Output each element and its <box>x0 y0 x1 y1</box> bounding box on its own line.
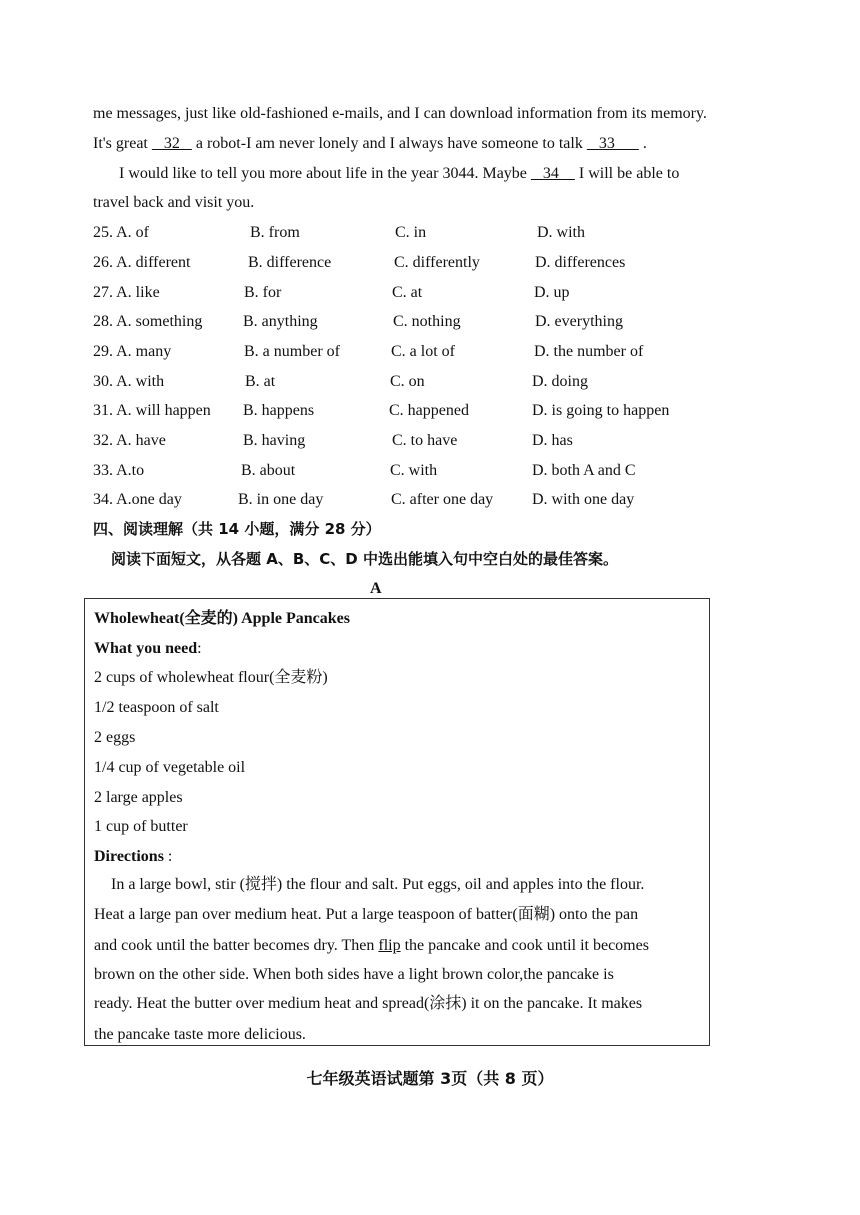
option-b: B. happens <box>243 402 315 419</box>
option-a: 25. A. of <box>93 224 149 241</box>
ingredient-item: 1/4 cup of vegetable oil <box>94 759 246 776</box>
section-question-count: 14 <box>218 520 240 538</box>
ingredient-item: 2 eggs <box>94 729 136 746</box>
option-d: D. up <box>534 284 570 301</box>
passage-label: A <box>370 580 382 597</box>
ingredients-label: What you need <box>94 640 198 657</box>
section-title-text: 四、阅读理解（共 <box>93 520 219 538</box>
directions-text: the pancake and cook until it becomes <box>400 937 649 954</box>
ingredients-colon: : <box>197 640 202 657</box>
section-title-text: 分） <box>345 520 381 538</box>
option-d: D. differences <box>535 254 626 271</box>
passage-text: . <box>642 135 647 152</box>
directions-text: and cook until the batter becomes dry. Then <box>94 937 379 954</box>
ingredient-item: 1 cup of butter <box>94 818 188 835</box>
passage-text: I will be able to <box>574 165 680 182</box>
option-a: 31. A. will happen <box>93 402 211 419</box>
option-b: B. from <box>250 224 300 241</box>
option-b: B. having <box>243 432 306 449</box>
passage-line-4: travel back and visit you. <box>93 194 255 211</box>
passage-line-3 <box>119 164 679 184</box>
ingredient-item: 1/2 teaspoon of salt <box>94 699 219 716</box>
option-c: C. with <box>390 462 438 479</box>
option-a: 32. A. have <box>93 432 166 449</box>
directions-line: the pancake taste more delicious. <box>94 1026 306 1043</box>
recipe-title: Wholewheat(全麦的) Apple Pancakes <box>94 610 351 627</box>
underlined-word-flip: flip <box>378 937 401 954</box>
option-b: B. in one day <box>238 491 324 508</box>
option-d: D. with <box>537 224 585 241</box>
option-d: D. has <box>532 432 573 449</box>
option-d: D. is going to happen <box>532 402 670 419</box>
directions-line: In a large bowl, stir (搅拌) the flour and salt. Put eggs, oil and apples into the flour. <box>111 876 645 893</box>
option-c: C. at <box>392 284 423 301</box>
blank-32: 32 <box>151 135 192 152</box>
blank-33: 33 <box>586 135 639 152</box>
option-a: 28. A. something <box>93 313 203 330</box>
option-b: B. anything <box>243 313 318 330</box>
directions-line: brown on the other side. When both sides have a light brown color,the pancake is <box>94 966 614 983</box>
option-d: D. everything <box>535 313 623 330</box>
option-a: 26. A. different <box>93 254 191 271</box>
option-d: D. the number of <box>534 343 644 360</box>
option-a: 27. A. like <box>93 284 160 301</box>
option-b: B. at <box>245 373 276 390</box>
option-c: C. to have <box>392 432 458 449</box>
option-d: D. with one day <box>532 491 635 508</box>
passage-text: It's great <box>93 135 152 152</box>
directions-label: Directions <box>94 848 164 865</box>
directions-line: Heat a large pan over medium heat. Put a large teaspoon of batter(面糊) onto the pan <box>94 906 639 923</box>
section-instructions: 阅读下面短文，从各题 A、B、C、D 中选出能填入句中空白处的最佳答案。 <box>111 550 618 568</box>
directions-colon: : <box>163 848 173 865</box>
blank-34: 34 <box>530 165 575 182</box>
section-score: 28 <box>324 520 346 538</box>
passage-text: a robot-I am never lonely and I always have someone to talk <box>191 135 587 152</box>
option-b: B. a number of <box>244 343 340 360</box>
option-d: D. both A and C <box>532 462 636 479</box>
option-c: C. in <box>395 224 427 241</box>
option-a: 34. A.one day <box>93 491 182 508</box>
ingredients-heading <box>94 639 202 659</box>
option-b: B. about <box>241 462 296 479</box>
option-b: B. for <box>244 284 282 301</box>
option-a: 29. A. many <box>93 343 172 360</box>
directions-line <box>94 936 649 956</box>
ingredient-item: 2 large apples <box>94 789 183 806</box>
option-c: C. a lot of <box>391 343 455 360</box>
option-c: C. after one day <box>391 491 494 508</box>
passage-line-1: me messages, just like old-fashioned e-mails, and I can download information from its memory. <box>93 105 707 122</box>
option-b: B. difference <box>248 254 332 271</box>
option-d: D. doing <box>532 373 588 390</box>
option-c: C. differently <box>394 254 480 271</box>
option-c: C. happened <box>389 402 469 419</box>
option-a: 30. A. with <box>93 373 165 390</box>
option-c: C. on <box>390 373 425 390</box>
option-a: 33. A.to <box>93 462 145 479</box>
option-c: C. nothing <box>393 313 461 330</box>
recipe-box <box>84 598 710 1046</box>
page-footer: 七年级英语试题第 3页（共 8 页） <box>306 1069 554 1088</box>
passage-line-2 <box>93 134 647 154</box>
passage-text: I would like to tell you more about life in the year 3044. Maybe <box>119 165 531 182</box>
ingredient-item: 2 cups of wholewheat flour(全麦粉) <box>94 669 328 686</box>
section-title <box>93 518 381 539</box>
section-title-text: 小题，满分 <box>239 520 325 538</box>
directions-line: ready. Heat the butter over medium heat and spread(涂抹) it on the pancake. It makes <box>94 995 643 1012</box>
directions-heading <box>94 847 172 867</box>
